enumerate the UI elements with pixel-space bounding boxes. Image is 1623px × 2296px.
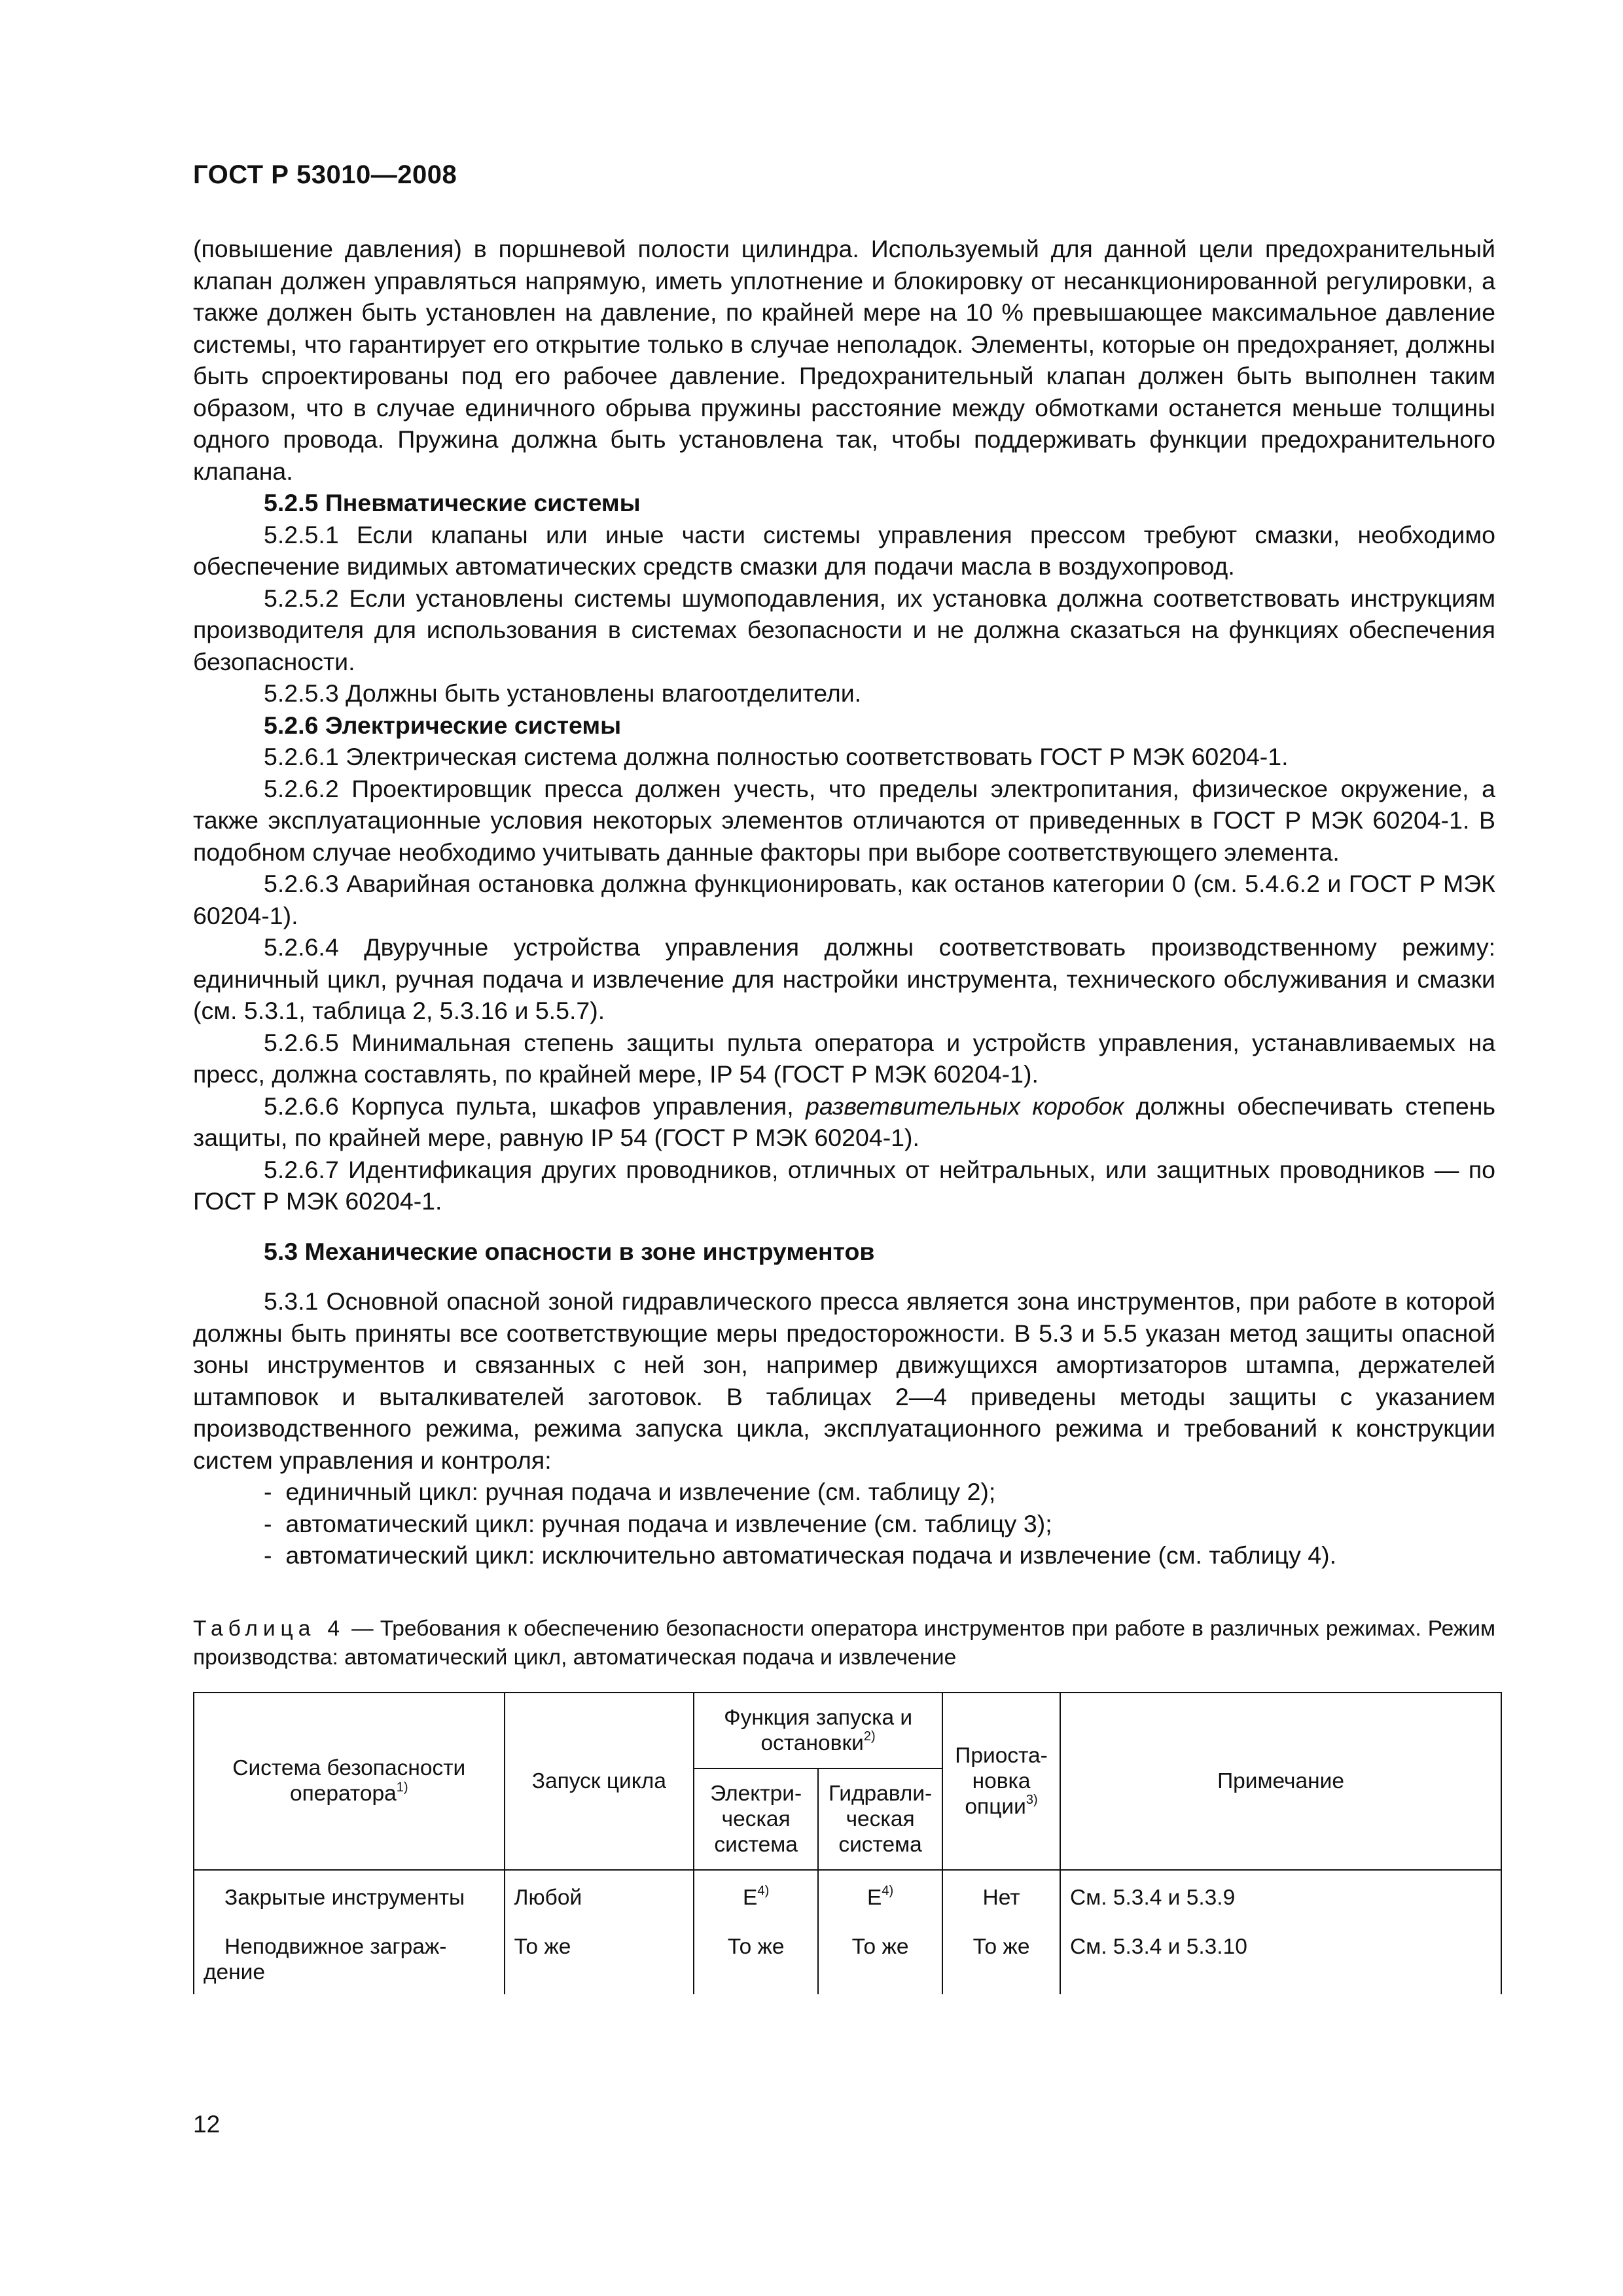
cell-option-suspend: То же bbox=[942, 1920, 1060, 1994]
cell-hydraulic: $Е^{4)}$ bbox=[818, 1870, 942, 1920]
footnote-ref: 1) bbox=[396, 1780, 408, 1795]
header-note: Примечание bbox=[1060, 1693, 1501, 1870]
table-4-caption-text: — Требования к обеспечению безопасности оператора инструментов при работе в различных режимах. Режим производства: автоматический цикл, автоматическая подача и извлечение bbox=[193, 1616, 1495, 1670]
clause-5-2-6-1: 5.2.6.1 Электрическая система должна полностью соответствовать ГОСТ Р МЭК 60204-1. bbox=[264, 743, 1289, 770]
clause-5-2-6-6-end: должны обеспечивать степень защиты, по крайней мере, равную IP 54 (ГОСТ Р МЭК 60204-1). bbox=[193, 1092, 1496, 1151]
document-id-header: ГОСТ Р 53010—2008 bbox=[193, 160, 457, 189]
table-4 bbox=[193, 1692, 1502, 1994]
footnote-ref: 2) bbox=[863, 1729, 876, 1744]
cell-hydraulic: То же bbox=[818, 1920, 942, 1994]
clause-5-2-5-1: 5.2.5.1 Если клапаны или иные части системы управления прессом требуют смазки, необходимо обеспечение видимых автоматических средств смазки для подачи масла в воздухопровод. bbox=[193, 520, 1495, 580]
table-row bbox=[194, 1870, 1501, 1920]
section-5-3-heading: 5.3 Механические опасности в зоне инструментов bbox=[264, 1237, 875, 1265]
clause-5-2-5-2: 5.2.5.2 Если установлены системы шумоподавления, их установка должна соответствовать инструкциям производителя для использования в системах безопасности и не должна сказаться на функциях обеспечения безопасности. bbox=[193, 584, 1495, 675]
clause-5-2-6-3: 5.2.6.3 Аварийная остановка должна функционировать, как останов категории 0 (см. 5.4.6.2 и ГОСТ Р МЭК 60204-1). bbox=[193, 870, 1495, 929]
header-hydraulic-system: Гидравли-ческая система bbox=[818, 1768, 942, 1870]
clause-5-2-6-6-emphasis: разветвительных коробок bbox=[806, 1092, 1124, 1120]
cell-cycle-start: То же bbox=[505, 1920, 694, 1994]
body-text bbox=[193, 233, 1495, 1571]
cell-note: См. 5.3.4 и 5.3.9 bbox=[1060, 1870, 1501, 1920]
clause-5-2-6-6-start: 5.2.6.6 Корпуса пульта, шкафов управления, bbox=[264, 1092, 806, 1120]
production-mode-list bbox=[193, 1476, 1495, 1571]
header-cycle-start: Запуск цикла bbox=[505, 1693, 694, 1870]
table-row bbox=[194, 1920, 1501, 1994]
clause-5-2-6-7: 5.2.6.7 Идентификация других проводников, отличных от нейтральных, или защитных проводников — по ГОСТ Р МЭК 60204-1. bbox=[193, 1155, 1495, 1215]
clause-5-2-6-2: 5.2.6.2 Проектировщик пресса должен учесть, что пределы электропитания, физическое окружение, а также эксплуатационные условия некоторых элементов отличаются от приведенных в ГОСТ Р МЭК 60204-1. В подобном случае необходимо учитывать данные факторы при выборе соответствующего элемента. bbox=[193, 774, 1495, 866]
header-option-suspend: Приоста-новка опции$^{3)}$ bbox=[942, 1693, 1060, 1870]
cell-electric: $Е^{4)}$ bbox=[694, 1870, 818, 1920]
list-item: - единичный цикл: ручная подача и извлечение (см. таблицу 2); bbox=[264, 1476, 1495, 1508]
table-4-label: Таблица 4 bbox=[193, 1616, 346, 1641]
document-page bbox=[193, 160, 1495, 1994]
clause-5-2-5-3: 5.2.5.3 Должны быть установлены влагоотделители. bbox=[264, 679, 862, 707]
footnote-ref: 3) bbox=[1026, 1793, 1038, 1808]
intro-paragraph: (повышение давления) в поршневой полости цилиндра. Используемый для данной цели предохранительный клапан должен управляться напрямую, иметь уплотнение и блокировку от несанкционированной регулировки, а также должен быть установлен на давление, по крайней мере на 10 % превышающее максимальное давление системы, что гарантирует его открытие только в случае неполадок. Элементы, которые он предохраняет, должны быть спроектированы под его рабочее давление. Предохранительный клапан должен быть выполнен таким образом, что в случае единичного обрыва пружины расстояние между обмотками останется меньше толщины одного провода. Пружина должна быть установлена так, чтобы поддерживать функции предохранительного клапана. bbox=[193, 235, 1495, 485]
clause-5-2-6-5: 5.2.6.5 Минимальная степень защиты пульта оператора и устройств управления, устанавливаемых на пресс, должна составлять, по крайней мере, IP 54 (ГОСТ Р МЭК 60204-1). bbox=[193, 1028, 1495, 1088]
cell-safety-system: Закрытые инструменты bbox=[194, 1870, 505, 1920]
cell-cycle-start: Любой bbox=[505, 1870, 694, 1920]
header-start-stop-function: Функция запуска и остановки$^{2)}$ bbox=[694, 1693, 942, 1768]
list-item: - автоматический цикл: исключительно автоматическая подача и извлечение (см. таблицу 4). bbox=[264, 1539, 1495, 1571]
cell-electric: То же bbox=[694, 1920, 818, 1994]
footnote-ref: 4) bbox=[757, 1884, 770, 1899]
table-header-row bbox=[194, 1693, 1501, 1768]
header-safety-system: Система безопасности оператора$^{1)}$ bbox=[194, 1693, 505, 1870]
cell-note: См. 5.3.4 и 5.3.10 bbox=[1060, 1920, 1501, 1994]
list-item: - автоматический цикл: ручная подача и извлечение (см. таблицу 3); bbox=[264, 1508, 1495, 1540]
cell-option-suspend: Нет bbox=[942, 1870, 1060, 1920]
section-5-2-6-heading: 5.2.6 Электрические системы bbox=[264, 711, 622, 739]
clause-5-3-1: 5.3.1 Основной опасной зоной гидравлического пресса является зона инструментов, при работе в которой должны быть приняты все соответствующие меры предосторожности. В 5.3 и 5.5 указан метод защиты опасной зоны инструментов и связанных с ней зон, например движущихся амортизаторов штампа, держателей штамповок и выталкивателей заготовок. В таблицах 2—4 приведены методы защиты с указанием производственного режима, режима запуска цикла, эксплуатационного режима и требований к конструкции систем управления и контроля: bbox=[193, 1287, 1495, 1474]
table-4-caption bbox=[193, 1615, 1495, 1672]
header-electric-system: Электри-ческая система bbox=[694, 1768, 818, 1870]
page-number: 12 bbox=[193, 2111, 221, 2138]
cell-safety-system: Неподвижное заграж- дение bbox=[194, 1920, 505, 1994]
section-5-2-5-heading: 5.2.5 Пневматические системы bbox=[264, 489, 641, 516]
clause-5-2-6-4: 5.2.6.4 Двуручные устройства управления должны соответствовать производственному режиму: единичный цикл, ручная подача и извлечение для настройки инструмента, технического обслуживания и смазки (см. 5.3.1, таблица 2, 5.3.16 и 5.5.7). bbox=[193, 933, 1495, 1024]
footnote-ref: 4) bbox=[882, 1884, 894, 1899]
clause-5-2-6-6 bbox=[193, 1090, 1495, 1154]
